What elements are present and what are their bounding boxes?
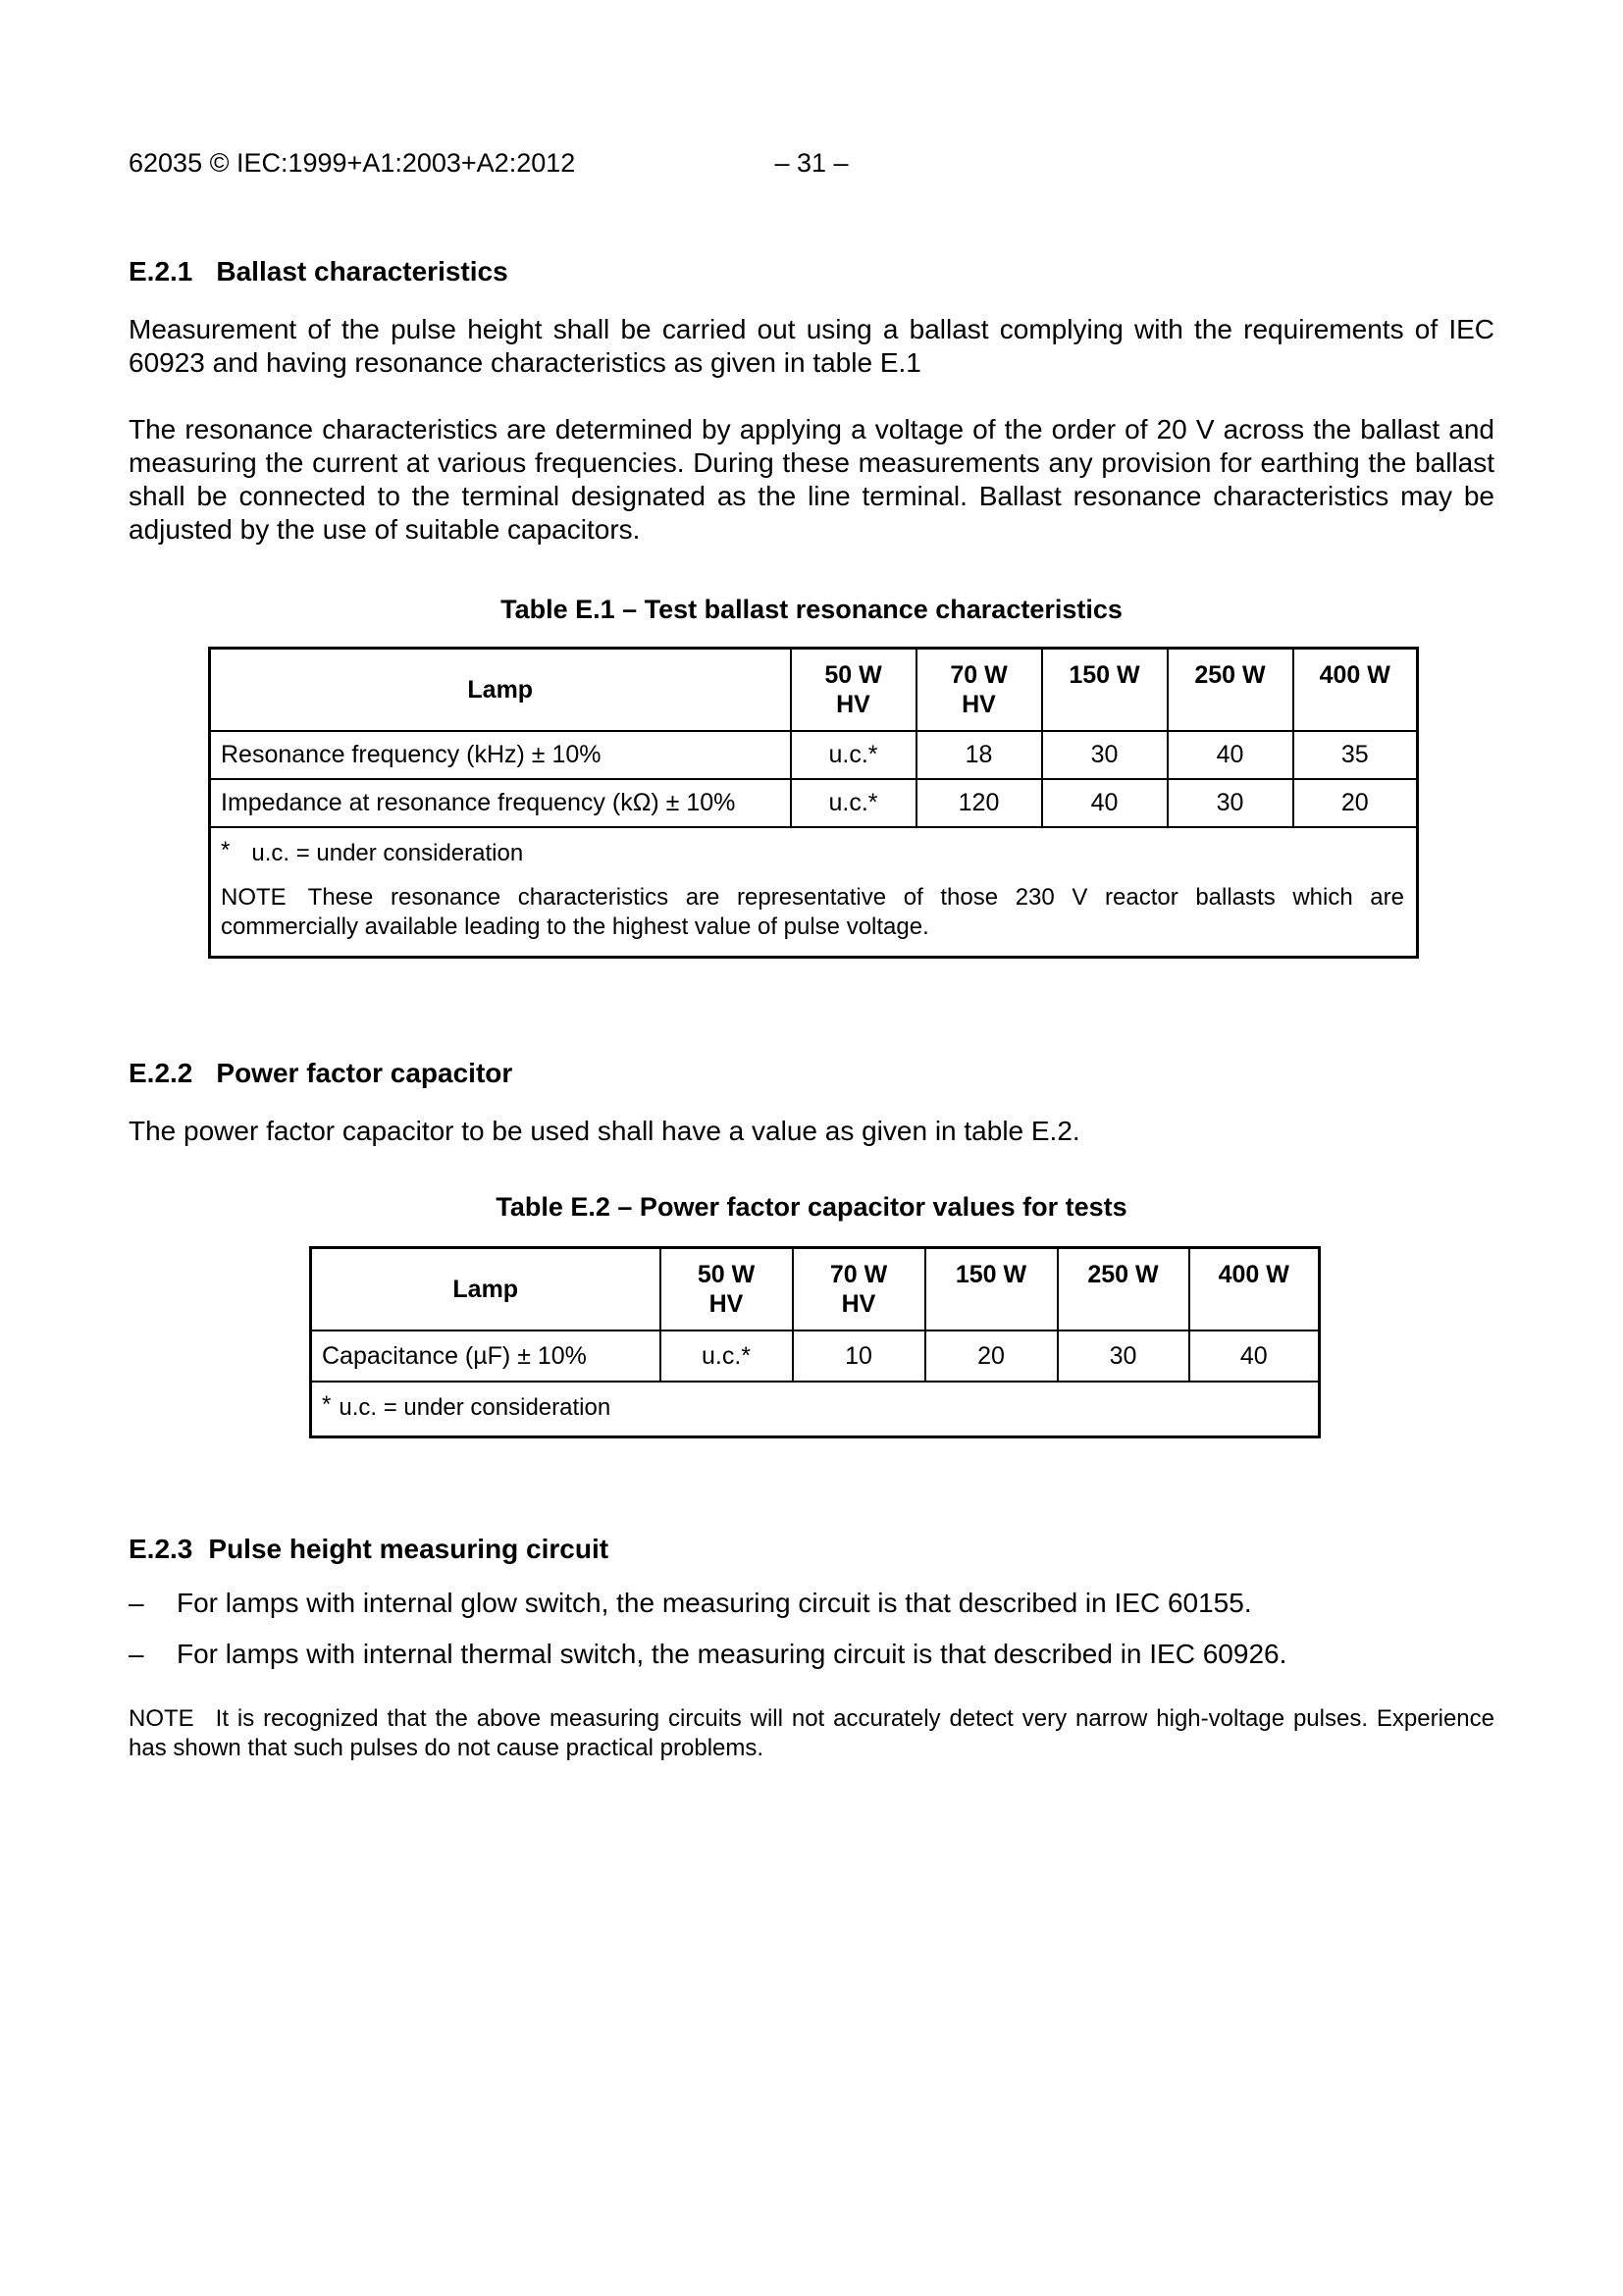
- table-cell: u.c.*: [791, 731, 916, 779]
- row-label: Impedance at resonance frequency (kΩ) ± 10%: [210, 779, 791, 827]
- table-e2: [309, 1246, 1321, 1438]
- table-cell: 40: [1042, 779, 1168, 827]
- table-cell: 120: [916, 779, 1042, 827]
- row-label: Resonance frequency (kHz) ± 10%: [210, 731, 791, 779]
- page-content: [129, 0, 1494, 1763]
- table-note: [221, 883, 1404, 942]
- dash-marker: –: [129, 1588, 144, 1618]
- section-title: Ballast characteristics: [216, 256, 508, 287]
- note-label: NOTE: [221, 884, 287, 911]
- table-e1-caption: Table E.1 – Test ballast resonance characteristics: [500, 595, 1123, 624]
- section-heading-e21: [129, 255, 1494, 287]
- note-text: These resonance characteristics are representative of those 230 V reactor ballasts which are commercially available leading to the highest value of pulse voltage.: [221, 884, 1404, 940]
- table-e2-header-250w: 250 W: [1058, 1248, 1189, 1331]
- section-title: Pulse height measuring circuit: [208, 1534, 609, 1564]
- table-e1: [208, 647, 1419, 959]
- header-line: HV: [836, 691, 870, 718]
- table-row: [311, 1331, 1320, 1382]
- table-e2-header-50w: [660, 1248, 793, 1331]
- section-heading-e22: [129, 1057, 1494, 1089]
- table-e2-header-lamp: Lamp: [311, 1248, 660, 1331]
- table-e2-header-row: [311, 1248, 1320, 1331]
- row-label: Capacitance (µF) ± 10%: [311, 1331, 660, 1382]
- paragraph: The power factor capacitor to be used shall have a value as given in table E.2.: [129, 1116, 1080, 1146]
- section-number: E.2.3: [129, 1534, 193, 1564]
- table-e1-header-lamp: Lamp: [210, 649, 791, 732]
- table-row: [210, 731, 1418, 779]
- table-cell: 30: [1058, 1331, 1189, 1382]
- header-line: 50 W: [824, 661, 882, 689]
- header-line: 70 W: [950, 661, 1008, 689]
- header-line: HV: [708, 1290, 744, 1318]
- table-cell: 20: [925, 1331, 1058, 1382]
- table-e1-header-250w: 250 W: [1168, 649, 1293, 732]
- footnote-text: u.c. = under consideration: [251, 840, 524, 866]
- table-cell: 30: [1042, 731, 1168, 779]
- section-title: Power factor capacitor: [216, 1058, 513, 1088]
- footnote-marker: *: [322, 1391, 332, 1418]
- list-item-text: For lamps with internal glow switch, the measuring circuit is that described in IEC 60155.: [177, 1588, 1252, 1618]
- table-footnote: [221, 837, 1404, 867]
- table-e2-header-150w: 150 W: [925, 1248, 1058, 1331]
- table-cell: 30: [1168, 779, 1293, 827]
- header-line: HV: [962, 691, 996, 718]
- table-cell: 40: [1168, 731, 1293, 779]
- paragraph: The resonance characteristics are determined by applying a voltage of the order of 20 V across the ballast and measuring the current at various frequencies. During these measurements any provision for earthing the ballast shall be connected to the terminal designated as the line terminal. Ballast resonance characteristics may be adjusted by the use of suitable capacitors.: [129, 414, 1494, 545]
- running-header: [129, 147, 1494, 179]
- table-e2-caption: Table E.2 – Power factor capacitor values for tests: [496, 1192, 1127, 1222]
- list-item: [129, 1587, 1494, 1620]
- table-cell: u.c.*: [791, 779, 916, 827]
- table-cell: 40: [1189, 1331, 1320, 1382]
- header-line: HV: [841, 1290, 876, 1318]
- paragraph: Measurement of the pulse height shall be carried out using a ballast complying with the requirements of IEC 60923 and having resonance characteristics as given in table E.1: [129, 314, 1494, 378]
- note-text: It is recognized that the above measuring circuits will not accurately detect very narrow high-voltage pulses. Experience has shown that such pulses do not cause practical problems.: [129, 1705, 1494, 1761]
- table-cell: 10: [793, 1331, 925, 1382]
- section-heading-e23: [129, 1533, 1494, 1565]
- table-cell: 18: [916, 731, 1042, 779]
- table-e1-footnote-row: [210, 827, 1418, 958]
- dash-marker: –: [129, 1639, 144, 1669]
- document-reference: 62035 © IEC:1999+A1:2003+A2:2012: [129, 148, 576, 178]
- table-e1-header-400w: 400 W: [1293, 649, 1418, 732]
- table-e1-header-50w: [791, 649, 916, 732]
- section-number: E.2.1: [129, 256, 193, 287]
- table-e1-header-150w: 150 W: [1042, 649, 1168, 732]
- footnote-text: u.c. = under consideration: [339, 1394, 611, 1421]
- section-number: E.2.2: [129, 1058, 193, 1088]
- table-e1-header-row: [210, 649, 1418, 732]
- header-line: 50 W: [697, 1261, 756, 1288]
- table-cell: 20: [1293, 779, 1418, 827]
- list-item: [129, 1638, 1494, 1671]
- table-cell: u.c.*: [660, 1331, 793, 1382]
- footnote-marker: *: [221, 837, 231, 863]
- bottom-note: [129, 1704, 1494, 1763]
- table-e1-header-70w: [916, 649, 1042, 732]
- table-e2-header-400w: 400 W: [1189, 1248, 1320, 1331]
- table-e2-footnote-row: [311, 1382, 1320, 1437]
- header-line: 70 W: [829, 1261, 888, 1288]
- table-footnote: [322, 1391, 1306, 1422]
- table-cell: 35: [1293, 731, 1418, 779]
- table-row: [210, 779, 1418, 827]
- page-number: – 31 –: [774, 148, 849, 178]
- table-e2-header-70w: [793, 1248, 925, 1331]
- note-label: NOTE: [129, 1705, 194, 1732]
- list-item-text: For lamps with internal thermal switch, the measuring circuit is that described in IEC 60926.: [177, 1639, 1287, 1669]
